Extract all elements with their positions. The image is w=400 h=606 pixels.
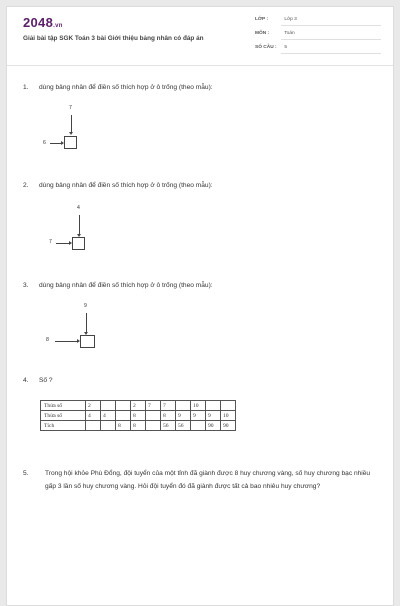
- diagram-top-number: 9: [84, 303, 87, 309]
- table-cell[interactable]: [206, 401, 221, 411]
- table-row: [41, 401, 236, 411]
- right-arrow-line: [56, 243, 69, 244]
- table-cell[interactable]: [221, 401, 236, 411]
- question-number: 4.: [23, 377, 29, 384]
- diagram-top-number: 7: [69, 105, 72, 111]
- meta-value: Lớp 3: [284, 17, 297, 22]
- answer-box[interactable]: [72, 237, 85, 250]
- row-header: Thừa số: [41, 401, 86, 411]
- table-cell[interactable]: 10: [221, 411, 236, 421]
- row-header: Tích: [41, 421, 86, 431]
- table-cell[interactable]: [101, 401, 116, 411]
- diagram-left-number: 7: [49, 239, 52, 245]
- diagram-top-number: 4: [77, 205, 80, 211]
- question-number: 1.: [23, 84, 29, 91]
- answer-box[interactable]: [64, 136, 77, 149]
- meta-divider: [281, 53, 381, 54]
- row-header: Thừa số: [41, 411, 86, 421]
- table-cell[interactable]: [101, 421, 116, 431]
- meta-subject: [255, 31, 295, 36]
- table-cell[interactable]: 90: [206, 421, 221, 431]
- question-number: 3.: [23, 282, 29, 289]
- document-title: Giải bài tập SGK Toán 3 bài Giới thiệu bảng nhân có đáp án: [23, 35, 204, 42]
- question-4: [23, 377, 53, 384]
- table-cell[interactable]: [176, 401, 191, 411]
- meta-divider: [281, 25, 381, 26]
- document-header: [7, 7, 393, 66]
- meta-value: 5: [284, 45, 288, 50]
- table-row: [41, 421, 236, 431]
- table-cell[interactable]: 56: [161, 421, 176, 431]
- table-cell[interactable]: 4: [101, 411, 116, 421]
- question-text: Số ?: [39, 377, 53, 384]
- logo-text: 2048: [23, 15, 54, 30]
- question-3: [23, 282, 213, 289]
- document-page: [6, 6, 394, 606]
- table-cell[interactable]: [116, 411, 131, 421]
- table-cell[interactable]: [146, 411, 161, 421]
- down-arrow-head: [69, 132, 73, 135]
- table-cell[interactable]: 2: [86, 401, 101, 411]
- meta-divider: [281, 39, 381, 40]
- meta-key: MÔN :: [255, 31, 270, 36]
- table-cell[interactable]: 7: [161, 401, 176, 411]
- table-cell[interactable]: [86, 421, 101, 431]
- diagram-left-number: 6: [43, 140, 46, 146]
- logo-suffix: .vn: [53, 23, 63, 29]
- question-text: dùng bảng nhân để điền số thích hợp ở ô trống (theo mẫu):: [39, 282, 213, 289]
- meta-value: Toán: [284, 31, 295, 36]
- arrow-diagram-1: [37, 105, 97, 159]
- meta-key: SỐ CÂU :: [255, 45, 277, 50]
- table-cell[interactable]: 56: [176, 421, 191, 431]
- table-cell[interactable]: [191, 421, 206, 431]
- table-cell[interactable]: 7: [146, 401, 161, 411]
- question-2: [23, 182, 213, 189]
- meta-question-count: [255, 45, 287, 50]
- question-number: 5.: [23, 470, 29, 477]
- question-text: dùng bảng nhân để điền số thích hợp ở ô trống (theo mẫu):: [39, 182, 213, 189]
- question-text: dùng bảng nhân để điền số thích hợp ở ô trống (theo mẫu):: [39, 84, 213, 91]
- table-cell[interactable]: 4: [86, 411, 101, 421]
- question-1: [23, 84, 213, 91]
- answer-box[interactable]: [80, 335, 95, 348]
- meta-grade: [255, 17, 297, 22]
- table-cell[interactable]: 8: [161, 411, 176, 421]
- table-cell[interactable]: 10: [191, 401, 206, 411]
- right-arrow-line: [55, 341, 77, 342]
- table-cell[interactable]: 8: [131, 421, 146, 431]
- table-cell[interactable]: 9: [176, 411, 191, 421]
- table-cell[interactable]: 9: [191, 411, 206, 421]
- down-arrow-line: [86, 313, 87, 333]
- arrow-diagram-3: [37, 303, 107, 357]
- table-cell[interactable]: 2: [131, 401, 146, 411]
- table-row: [41, 411, 236, 421]
- question-5-text: Trong hội khỏe Phù Đổng, đội tuyển của một tỉnh đã giành được 8 huy chương vàng, số huy chương bạc nhiều gấp 3 lần số huy chương vàng. Hỏi đội tuyển đó đã giành được tất cả bao nhiêu huy chương?: [45, 470, 371, 490]
- down-arrow-line: [79, 215, 80, 235]
- table-cell[interactable]: 90: [221, 421, 236, 431]
- table-cell[interactable]: [146, 421, 161, 431]
- multiplication-table: [40, 400, 236, 431]
- arrow-diagram-2: [37, 205, 97, 259]
- question-number: 2.: [23, 182, 29, 189]
- meta-key: LỚP :: [255, 17, 269, 22]
- table-cell[interactable]: 8: [131, 411, 146, 421]
- down-arrow-line: [71, 115, 72, 133]
- table-cell[interactable]: 8: [116, 421, 131, 431]
- diagram-left-number: 8: [46, 337, 49, 343]
- site-logo[interactable]: [23, 15, 63, 30]
- table-cell[interactable]: [116, 401, 131, 411]
- table-cell[interactable]: 9: [206, 411, 221, 421]
